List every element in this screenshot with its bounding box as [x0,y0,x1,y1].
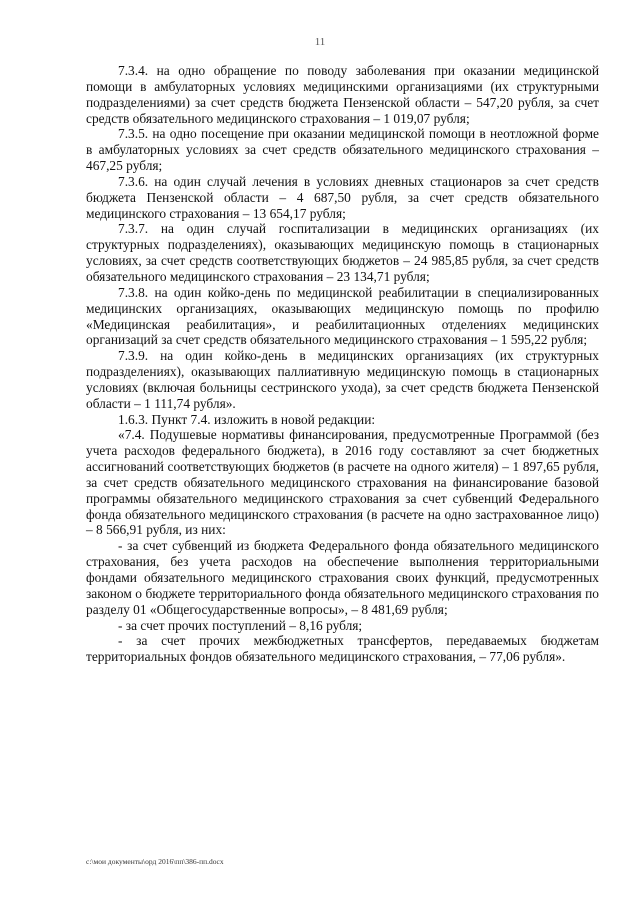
paragraph-1-6-3: 1.6.3. Пункт 7.4. изложить в новой редакции: [118,411,376,427]
paragraph-7-3-7: 7.3.7. на один случай госпитализации в медицинских организациях (их структурных подразделениях), оказывающих медицинскую помощь в стационарных условиях, за счет средств соответствующих бюджетов – 24 985,85 рубля, за счет средств обязательного медицинского страхования – 23 134,71 рубля; [86,221,599,284]
paragraph-7-3-6: 7.3.6. на один случай лечения в условиях дневных стационаров за счет средств бюджета Пензенской области – 4 687,50 рубля, за счет средств обязательного медицинского страхования – 13 654,17 рубля; [86,173,599,221]
document-body [86,63,599,665]
paragraph-7-4: «7.4. Подушевые нормативы финансирования, предусмотренные Программой (без учета расходов федерального бюджета), в 2016 году составляют за счет бюджетных ассигнований соответствующих бюджетов (в расчете на одного жителя) – 1 897,65 рубля, за счет средств обязательного медицинского страхования на финансирование базовой программы обязательного медицинского страхования за счет субвенций Федерального фонда обязательного медицинского страхования (в расчете на одно застрахованное лицо) – 8 566,91 рубля, из них: [86,427,599,538]
paragraph-7-3-5: 7.3.5. на одно посещение при оказании медицинской помощи в неотложной форме в амбулаторных условиях за счет средств обязательного медицинского страхования – 467,25 рубля; [86,126,599,174]
paragraph-7-3-9: 7.3.9. на один койко-день в медицинских организациях (их структурных подразделениях), оказывающих паллиативную медицинскую помощь в стационарных условиях (включая больницы сестринского ухода), за счет средств бюджета Пензенской области – 1 111,74 рубля». [86,348,599,411]
list-item-subventions: - за счет субвенций из бюджета Федерального фонда обязательного медицинского страхования, без учета расходов на обеспечение выполнения территориальными фондами обязательного медицинского страхования своих функций, предусмотренных законом о бюджете территориального фонда обязательного медицинского страхования по разделу 01 «Общегосударственные вопросы», – 8 481,69 рубля; [86,538,599,617]
page-number: 11 [314,36,326,48]
paragraph-7-3-8: 7.3.8. на один койко-день по медицинской реабилитации в специализированных медицинских организациях, оказывающих медицинскую помощь по профилю «Медицинская реабилитация», и реабилитационных отделениях медицинских организаций за счет средств обязательного медицинского страхования – 1 595,22 рубля; [86,284,599,348]
paragraph-7-3-4: 7.3.4. на одно обращение по поводу заболевания при оказании медицинской помощи в амбулаторных условиях медицинскими организациями (их структурными подразделениями) за счет средств бюджета Пензенской области – 547,20 рубля, за счет средств обязательного медицинского страхования – 1 019,07 рубля; [86,63,599,126]
list-item-other-income: - за счет прочих поступлений – 8,16 рубля; [118,617,363,633]
footer-file-path: c:\мои документы\орд 2016\пп\386-пп.docx [86,857,224,866]
list-item-transfers: - за счет прочих межбюджетных трансфертов, передаваемых бюджетам территориальных фондов обязательного медицинского страхования, – 77,06 рубля». [86,633,599,665]
